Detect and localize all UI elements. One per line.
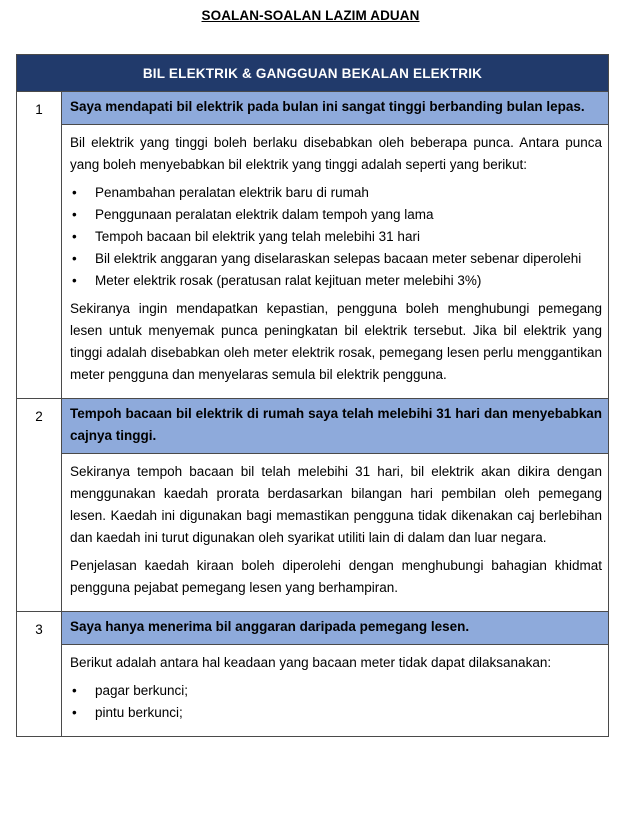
answer-bullet-list [70, 182, 602, 292]
bullet-item [70, 182, 602, 204]
faq-number: 3 [17, 612, 62, 737]
bullet-item [70, 702, 602, 724]
bullet-text: Penambahan peralatan elektrik baru di rumah [95, 185, 369, 200]
bullet-icon: • [72, 251, 77, 266]
answer-outro: Sekiranya ingin mendapatkan kepastian, pengguna boleh menghubungi pemegang lesen untuk menyemak punca peningkatan bil elektrik tersebut. Jika bil elektrik yang tinggi adalah disebabkan oleh meter elektrik rosak, pemegang lesen perlu menggantikan meter pengguna dan menyelaras semula bil elektrik pengguna. [70, 301, 602, 382]
bullet-text: pintu berkunci; [95, 705, 183, 720]
faq-question-row [17, 612, 609, 645]
bullet-icon: • [72, 229, 77, 244]
bullet-icon: • [72, 185, 77, 200]
faq-number: 2 [17, 399, 62, 612]
bullet-item [70, 226, 602, 248]
answer-paragraph: Penjelasan kaedah kiraan boleh diperolehi dengan menghubungi bahagian khidmat pengguna pejabat pemegang lesen yang berhampiran. [70, 558, 602, 595]
answer-intro: Bil elektrik yang tinggi boleh berlaku disebabkan oleh beberapa punca. Antara punca yang boleh menyebabkan bil elektrik yang tinggi adalah seperti yang berikut: [70, 135, 602, 172]
faq-answer [62, 125, 609, 399]
bullet-icon: • [72, 273, 77, 288]
bullet-text: Penggunaan peralatan elektrik dalam tempoh yang lama [95, 207, 434, 222]
answer-paragraph: Sekiranya tempoh bacaan bil telah melebihi 31 hari, bil elektrik akan dikira dengan menggunakan kaedah prorata berdasarkan bilangan hari pembilan oleh pemegang lesen. Kaedah ini digunakan bagi memastikan pengguna tidak dikenakan caj berlebihan dan kaedah ini turut digunakan oleh syarikat utiliti lain di dalam dan luar negara. [70, 464, 602, 545]
faq-answer-row [17, 645, 609, 737]
bullet-text: Bil elektrik anggaran yang diselaraskan selepas bacaan meter sebenar diperolehi [95, 251, 582, 266]
faq-answer [62, 645, 609, 737]
faq-number: 1 [17, 92, 62, 399]
bullet-text: Meter elektrik rosak (peratusan ralat kejituan meter melebihi 3%) [95, 273, 482, 288]
faq-answer [62, 454, 609, 612]
bullet-text: pagar berkunci; [95, 683, 189, 698]
faq-answer-row [17, 125, 609, 399]
faq-question: Saya hanya menerima bil anggaran daripada pemegang lesen. [62, 612, 609, 645]
bullet-icon: • [72, 705, 77, 720]
bullet-item [70, 270, 602, 292]
faq-table [16, 54, 609, 737]
answer-bullet-list [70, 680, 602, 724]
faq-question: Saya mendapati bil elektrik pada bulan ini sangat tinggi berbanding bulan lepas. [62, 92, 609, 125]
faq-question-row [17, 399, 609, 454]
section-header-row [17, 55, 609, 92]
bullet-item [70, 248, 602, 270]
faq-question: Tempoh bacaan bil elektrik di rumah saya telah melebihi 31 hari dan menyebabkan cajnya tinggi. [62, 399, 609, 454]
answer-intro: Berikut adalah antara hal keadaan yang bacaan meter tidak dapat dilaksanakan: [70, 655, 552, 670]
document-title: SOALAN-SOALAN LAZIM ADUAN [201, 8, 420, 23]
bullet-item [70, 204, 602, 226]
bullet-icon: • [72, 683, 77, 698]
bullet-text: Tempoh bacaan bil elektrik yang telah melebihi 31 hari [95, 229, 420, 244]
bullet-icon: • [72, 207, 77, 222]
faq-answer-row [17, 454, 609, 612]
section-header: BIL ELEKTRIK & GANGGUAN BEKALAN ELEKTRIK [17, 55, 609, 92]
faq-question-row [17, 92, 609, 125]
bullet-item [70, 680, 602, 702]
